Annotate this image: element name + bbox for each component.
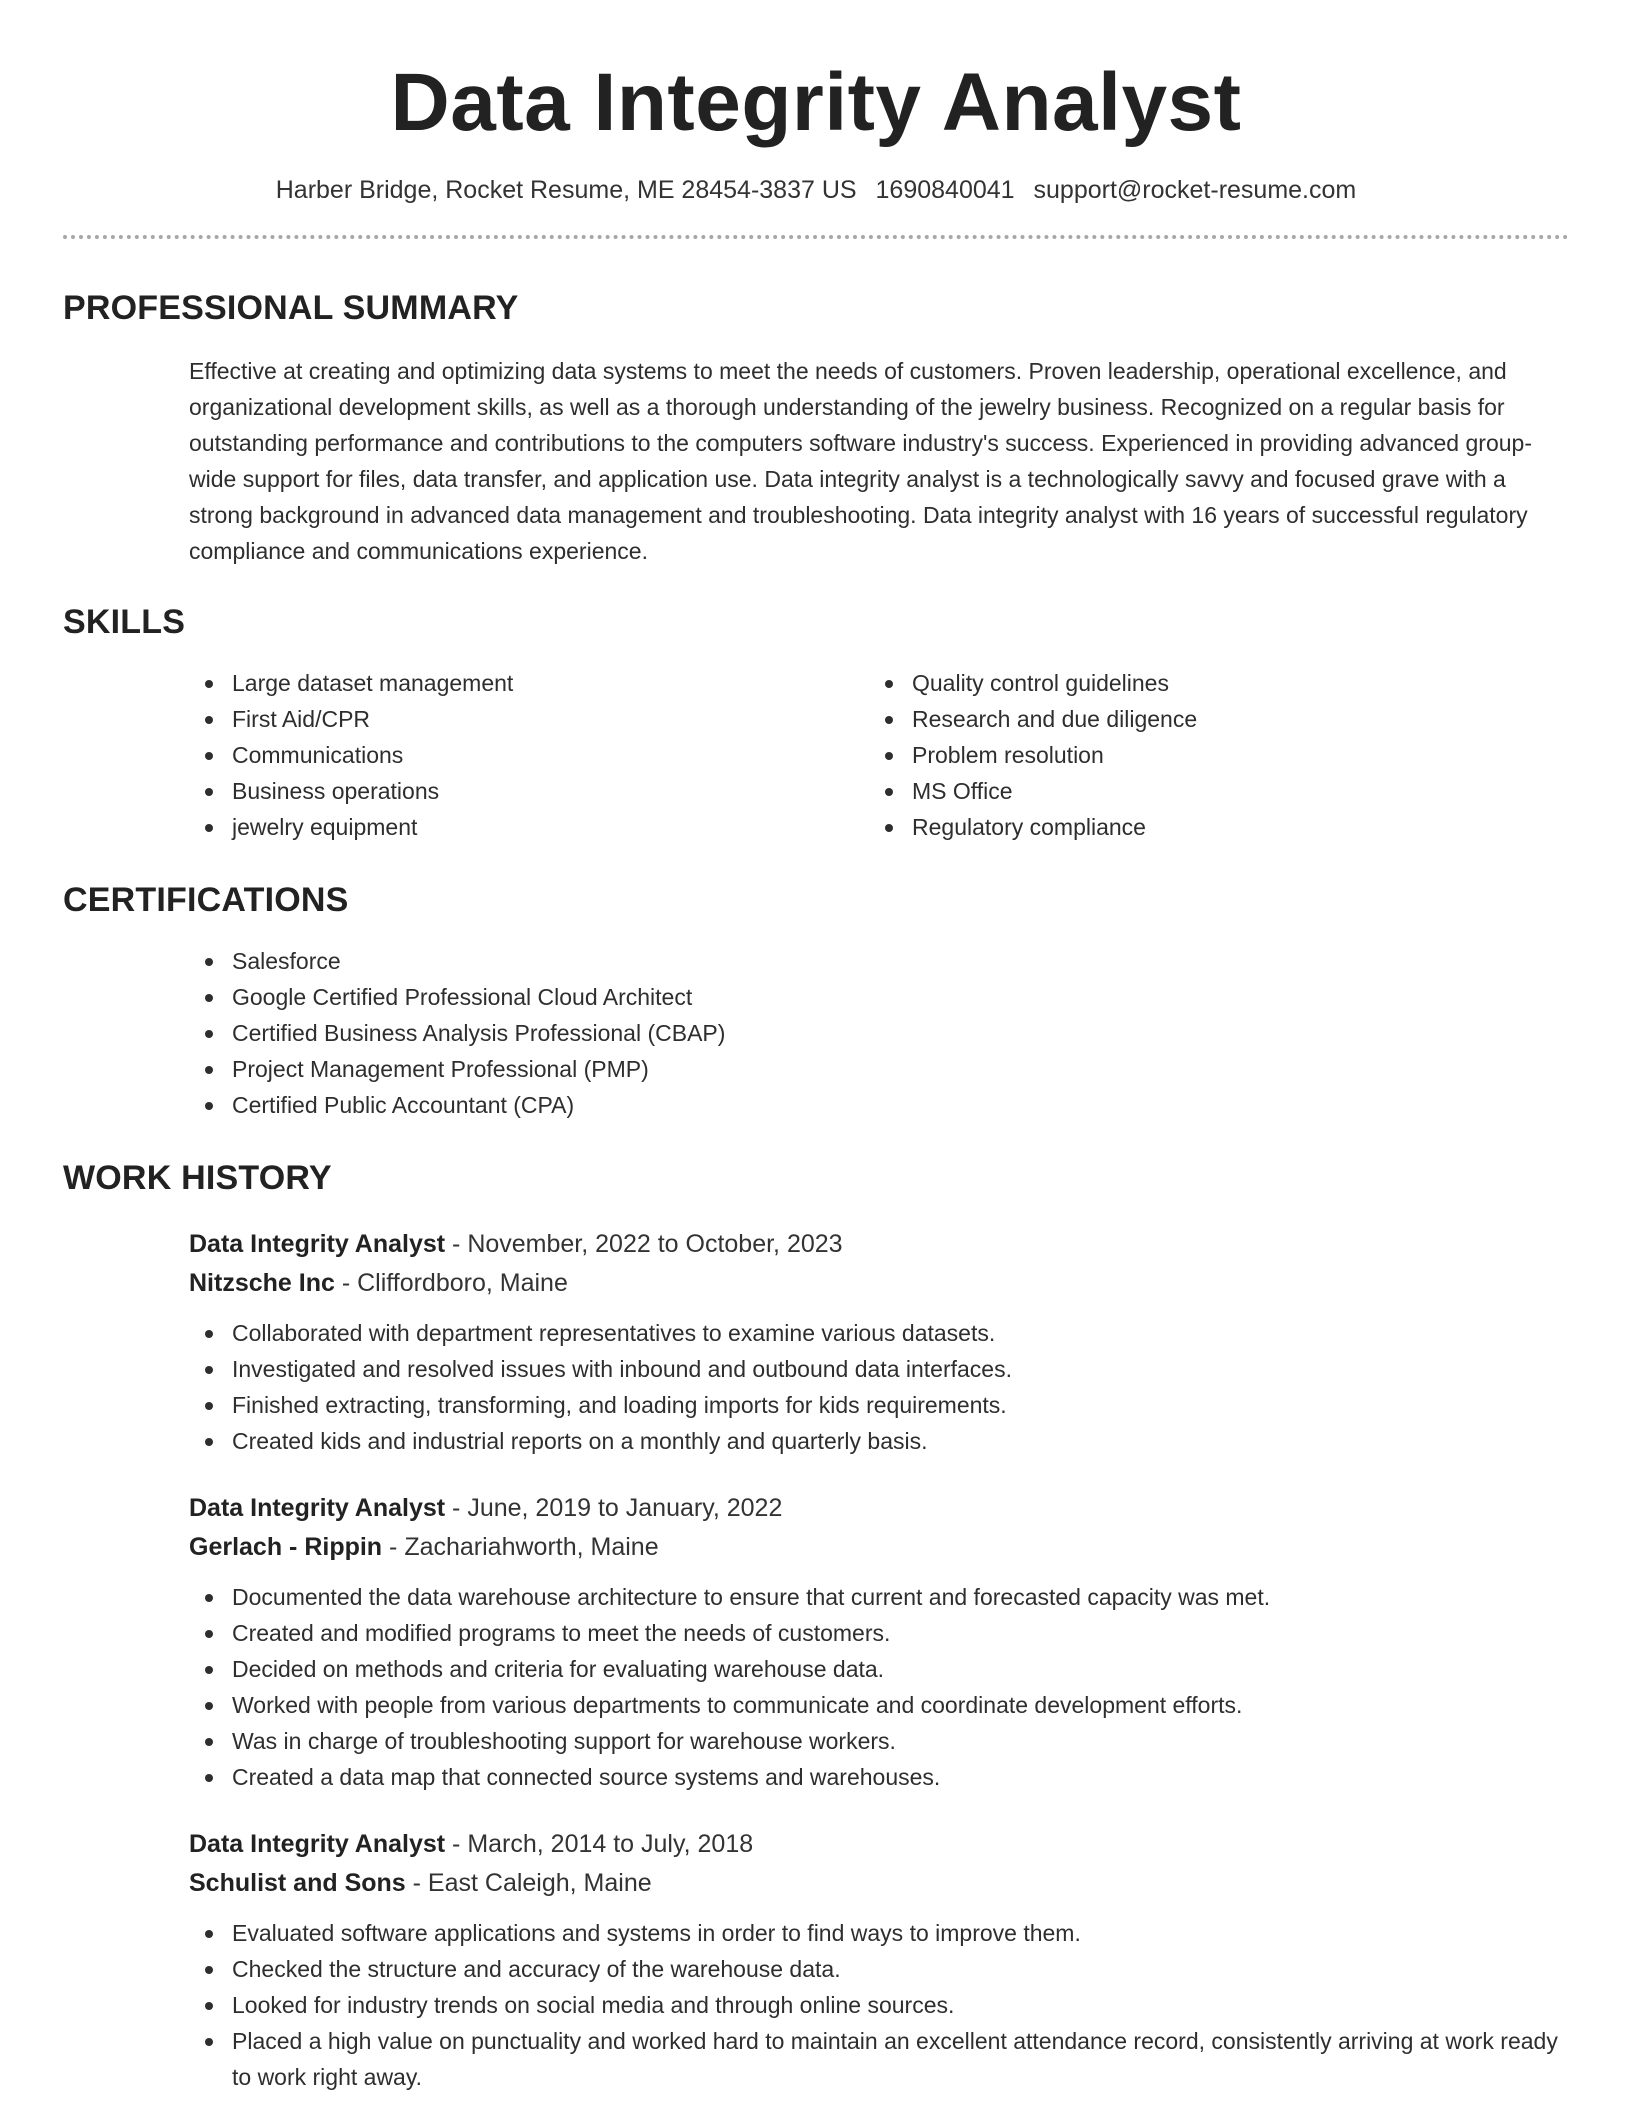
summary-text: Effective at creating and optimizing data systems to meet the needs of customers. Proven leadership, operational excellence, and organizational development skills, as well as a thorough understanding of the jewelry business. Recognized on a regular basis for outstanding performance and contributions to the computers software industry's success. Experienced in providing advanced group-wide support for files, data transfer, and application use. Data integrity analyst is a technologically savvy and focused grave with a strong background in advanced data management and troubleshooting. Data integrity analyst with 16 years of successful regulatory compliance and communications experience. (189, 358, 1532, 564)
certification-item: Salesforce (189, 943, 1569, 979)
job-duty-item: Investigated and resolved issues with inbound and outbound data interfaces. (189, 1351, 1569, 1387)
contact-info (63, 175, 1569, 205)
skill-item: Quality control guidelines (869, 665, 1197, 701)
job-duty-item: Documented the data warehouse architecture to ensure that current and forecasted capacity was met. (189, 1579, 1569, 1615)
job-duty-item: Evaluated software applications and systems in order to find ways to improve them. (189, 1915, 1569, 1951)
job-duty-item: Decided on methods and criteria for evaluating warehouse data. (189, 1651, 1569, 1687)
job-title: Data Integrity Analyst (189, 1494, 446, 1522)
job-title: Data Integrity Analyst (189, 1830, 446, 1858)
summary-heading: PROFESSIONAL SUMMARY (63, 289, 519, 327)
skill-item: jewelry equipment (189, 809, 869, 845)
skills-list-left (189, 665, 869, 845)
contact-address: Harber Bridge, Rocket Resume, ME 28454-3837 US (275, 176, 857, 204)
job-duty-item: Collaborated with department representatives to examine various datasets. (189, 1315, 1569, 1351)
job-duty-item: Checked the structure and accuracy of the warehouse data. (189, 1951, 1569, 1987)
job-title-line: Data Integrity Analyst - March, 2014 to July, 2018 (189, 1830, 754, 1858)
job-location: East Caleigh, Maine (427, 1869, 652, 1897)
job-title-line: Data Integrity Analyst - June, 2019 to January, 2022 (189, 1494, 783, 1522)
job-company: Gerlach - Rippin (189, 1533, 383, 1561)
job-duty-item: Looked for industry trends on social media and through online sources. (189, 1987, 1569, 2023)
job-dates: March, 2014 to July, 2018 (467, 1830, 754, 1858)
job-location: Cliffordboro, Maine (357, 1269, 568, 1297)
skills-columns (189, 665, 1569, 845)
skill-item: MS Office (869, 773, 1197, 809)
job-location: Zachariahworth, Maine (404, 1533, 659, 1561)
certifications-list (189, 943, 1569, 1123)
skill-item: Large dataset management (189, 665, 869, 701)
job-dates: November, 2022 to October, 2023 (467, 1230, 843, 1258)
contact-phone: 1690840041 (875, 176, 1015, 204)
job-company-line: Nitzsche Inc - Cliffordboro, Maine (189, 1269, 568, 1297)
skill-item: Regulatory compliance (869, 809, 1197, 845)
job-duty-item: Placed a high value on punctuality and worked hard to maintain an excellent attendance record, consistently arriving at work ready to work right away. (189, 2023, 1569, 2095)
skill-item: Research and due diligence (869, 701, 1197, 737)
job-company-line: Gerlach - Rippin - Zachariahworth, Maine (189, 1533, 659, 1561)
skill-item: Business operations (189, 773, 869, 809)
certification-item: Certified Public Accountant (CPA) (189, 1087, 1569, 1123)
skill-item: Communications (189, 737, 869, 773)
certifications-heading: CERTIFICATIONS (63, 881, 349, 919)
page-title: Data Integrity Analyst (390, 57, 1242, 148)
job-company-line: Schulist and Sons - East Caleigh, Maine (189, 1869, 652, 1897)
job-entry (189, 1225, 1569, 1459)
skill-item: Problem resolution (869, 737, 1197, 773)
job-duties (63, 1315, 1569, 1459)
job-duty-item: Was in charge of troubleshooting support for warehouse workers. (189, 1723, 1569, 1759)
certification-item: Certified Business Analysis Professional (CBAP) (189, 1015, 1569, 1051)
certification-item: Project Management Professional (PMP) (189, 1051, 1569, 1087)
job-dates: June, 2019 to January, 2022 (467, 1494, 783, 1522)
header-divider (63, 235, 1569, 239)
job-duty-item: Created a data map that connected source systems and warehouses. (189, 1759, 1569, 1795)
job-company: Schulist and Sons (189, 1869, 406, 1897)
job-duty-item: Created kids and industrial reports on a monthly and quarterly basis. (189, 1423, 1569, 1459)
certification-item: Google Certified Professional Cloud Architect (189, 979, 1569, 1015)
job-duty-item: Finished extracting, transforming, and loading imports for kids requirements. (189, 1387, 1569, 1423)
skill-item: First Aid/CPR (189, 701, 869, 737)
job-entry (189, 1825, 1569, 2095)
job-duty-item: Worked with people from various departments to communicate and coordinate development efforts. (189, 1687, 1569, 1723)
job-entry (189, 1489, 1569, 1795)
job-duties (63, 1579, 1569, 1795)
job-duties (63, 1915, 1569, 2095)
skills-list-right (869, 665, 1197, 845)
contact-email: support@rocket-resume.com (1033, 176, 1357, 204)
job-company: Nitzsche Inc (189, 1269, 335, 1297)
work-history-heading: WORK HISTORY (63, 1159, 332, 1197)
job-duty-item: Created and modified programs to meet the needs of customers. (189, 1615, 1569, 1651)
job-title: Data Integrity Analyst (189, 1230, 446, 1258)
skills-heading: SKILLS (63, 603, 186, 641)
job-title-line: Data Integrity Analyst - November, 2022 to October, 2023 (189, 1230, 843, 1258)
